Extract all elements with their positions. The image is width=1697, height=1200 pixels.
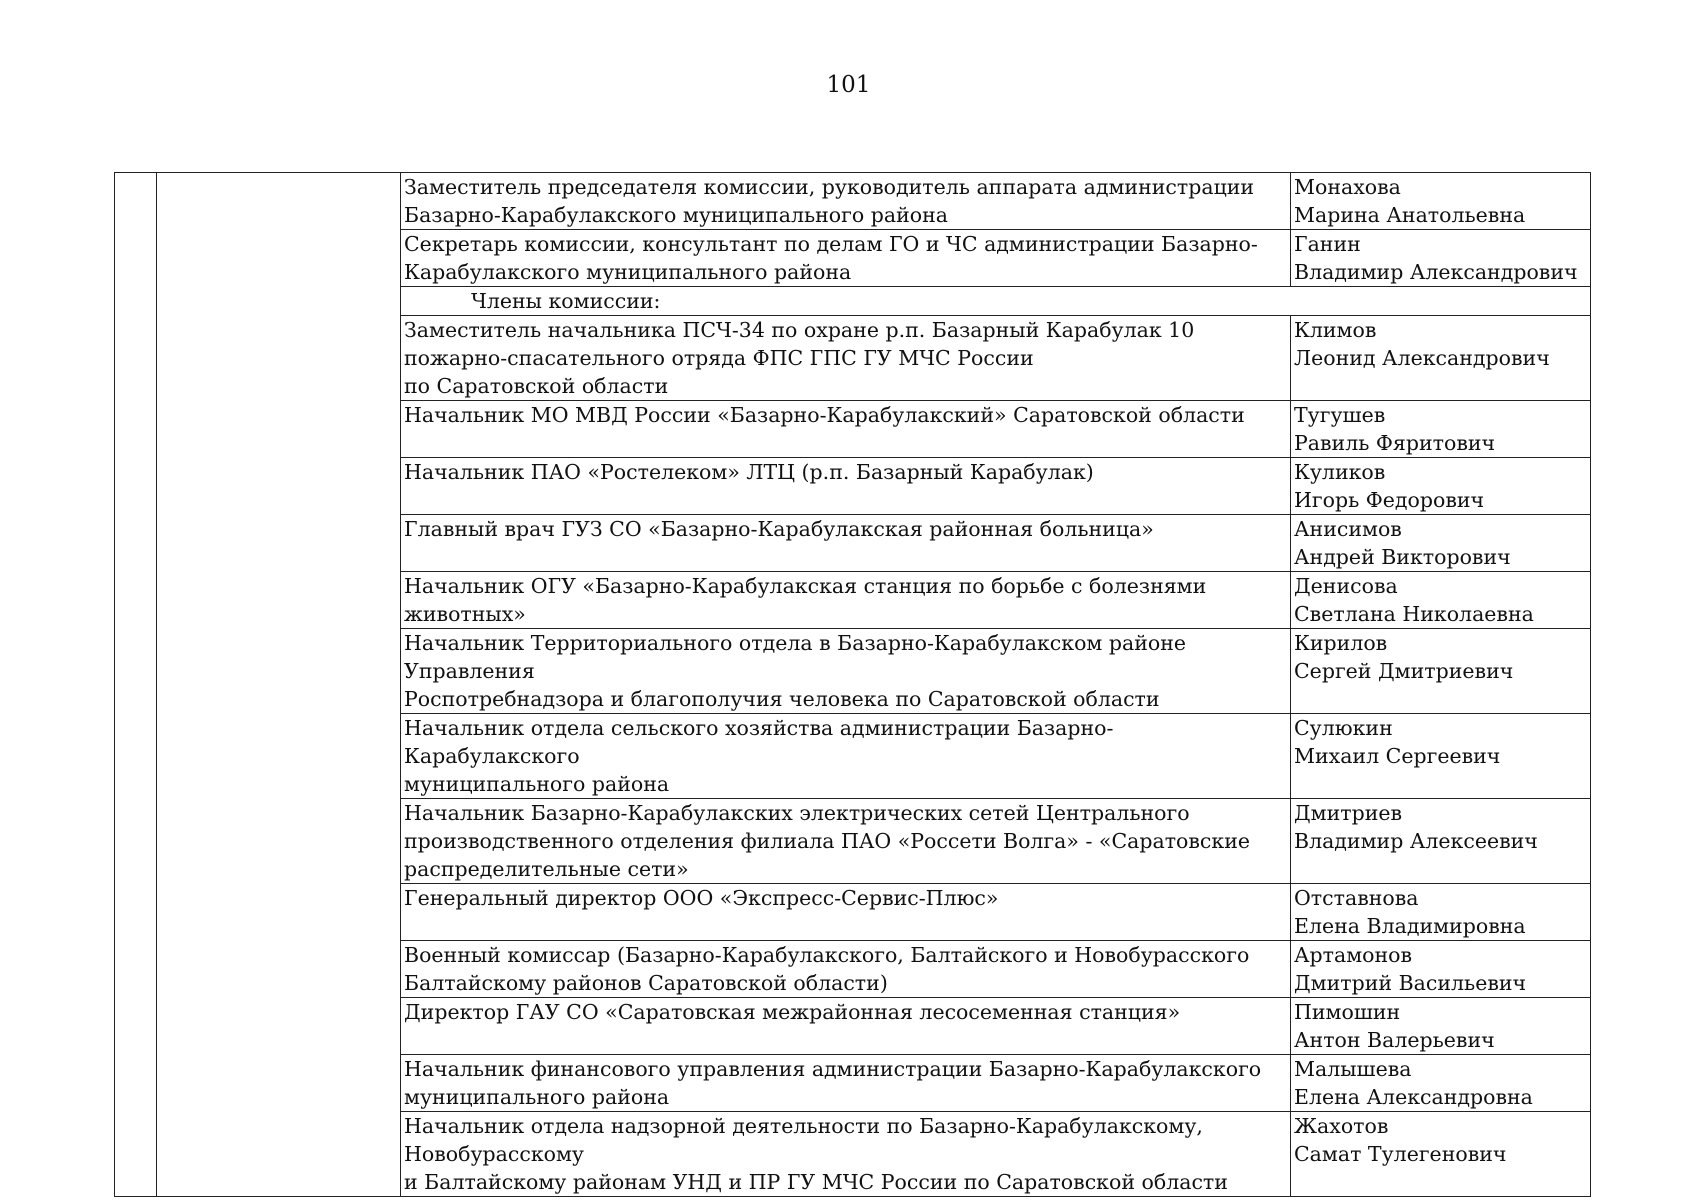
position-cell: Заместитель председателя комиссии, руководитель аппарата администрации Базарно-Карабулакского муниципального района: [401, 173, 1291, 230]
event-cell: [157, 515, 401, 572]
table-row: [115, 515, 1591, 572]
position-cell: Начальник ПАО «Ростелеком» ЛТЦ (р.п. Базарный Карабулак): [401, 458, 1291, 515]
name-cell: Артамонов Дмитрий Васильевич: [1291, 941, 1591, 998]
position-cell: Начальник Базарно-Карабулакских электрических сетей Центрального производственного отделения филиала ПАО «Россети Волга» - «Саратовские распределительные сети»: [401, 799, 1291, 884]
event-cell: [157, 629, 401, 714]
event-cell: [157, 173, 401, 230]
number-cell: [115, 401, 157, 458]
table-row: [115, 173, 1591, 230]
event-cell: [157, 572, 401, 629]
event-cell: [157, 401, 401, 458]
name-cell: Малышева Елена Александровна: [1291, 1055, 1591, 1112]
number-cell: [115, 287, 157, 316]
name-cell: Кирилов Сергей Дмитриевич: [1291, 629, 1591, 714]
position-cell: Начальник финансового управления администрации Базарно-Карабулакского муниципального района: [401, 1055, 1291, 1112]
event-cell: [157, 458, 401, 515]
name-cell: Тугушев Равиль Фяритович: [1291, 401, 1591, 458]
name-cell: Денисова Светлана Николаевна: [1291, 572, 1591, 629]
table-row: [115, 941, 1591, 998]
table-row: [115, 998, 1591, 1055]
position-cell: Начальник ОГУ «Базарно-Карабулакская станция по борьбе с болезнями животных»: [401, 572, 1291, 629]
event-cell: [157, 714, 401, 799]
name-cell: Куликов Игорь Федорович: [1291, 458, 1591, 515]
table-row: [115, 316, 1591, 401]
name-cell: Ганин Владимир Александрович: [1291, 230, 1591, 287]
position-cell: Генеральный директор ООО «Экспресс-Сервис-Плюс»: [401, 884, 1291, 941]
name-cell: Жахотов Самат Тулегенович: [1291, 1112, 1591, 1197]
position-cell: Начальник Территориального отдела в Базарно-Карабулакском районе Управления Роспотребнадзора и благополучия человека по Саратовской области: [401, 629, 1291, 714]
position-cell: Начальник отдела сельского хозяйства администрации Базарно-Карабулакского муниципального района: [401, 714, 1291, 799]
table-row: [115, 629, 1591, 714]
name-cell: Монахова Марина Анатольевна: [1291, 173, 1591, 230]
number-cell: [115, 173, 157, 230]
number-cell: [115, 998, 157, 1055]
table-row: [115, 230, 1591, 287]
number-cell: [115, 515, 157, 572]
event-cell: [157, 316, 401, 401]
event-cell: [157, 998, 401, 1055]
table-row: [115, 572, 1591, 629]
position-cell: Военный комиссар (Базарно-Карабулакского, Балтайского и Новобурасского Балтайскому районов Саратовской области): [401, 941, 1291, 998]
table-row: [115, 799, 1591, 884]
members-subheader: Члены комиссии:: [401, 287, 1591, 316]
number-cell: [115, 1112, 157, 1197]
event-cell: [157, 287, 401, 316]
name-cell: Сулюкин Михаил Сергеевич: [1291, 714, 1591, 799]
event-cell: [157, 1055, 401, 1112]
number-cell: [115, 714, 157, 799]
event-cell: [157, 884, 401, 941]
name-cell: Отставнова Елена Владимировна: [1291, 884, 1591, 941]
number-cell: [115, 941, 157, 998]
number-cell: [115, 1055, 157, 1112]
number-cell: [115, 316, 157, 401]
table-row: [115, 714, 1591, 799]
number-cell: [115, 572, 157, 629]
position-cell: Директор ГАУ СО «Саратовская межрайонная лесосеменная станция»: [401, 998, 1291, 1055]
number-cell: [115, 458, 157, 515]
commission-members-table: [114, 172, 1591, 1197]
position-cell: Секретарь комиссии, консультант по делам ГО и ЧС администрации Базарно- Карабулакского муниципального района: [401, 230, 1291, 287]
event-cell: [157, 941, 401, 998]
table-subheader-row: [115, 287, 1591, 316]
table-row: [115, 401, 1591, 458]
table-row: [115, 1055, 1591, 1112]
name-cell: Пимошин Антон Валерьевич: [1291, 998, 1591, 1055]
position-cell: Заместитель начальника ПСЧ-34 по охране р.п. Базарный Карабулак 10 пожарно-спасательного отряда ФПС ГПС ГУ МЧС России по Саратовской области: [401, 316, 1291, 401]
event-cell: [157, 799, 401, 884]
event-cell: [157, 1112, 401, 1197]
name-cell: Климов Леонид Александрович: [1291, 316, 1591, 401]
page-number: 101: [826, 72, 871, 98]
number-cell: [115, 629, 157, 714]
position-cell: Начальник отдела надзорной деятельности по Базарно-Карабулакскому, Новобурасскому и Балтайскому районам УНД и ПР ГУ МЧС России по Саратовской области: [401, 1112, 1291, 1197]
event-cell: [157, 230, 401, 287]
name-cell: Анисимов Андрей Викторович: [1291, 515, 1591, 572]
position-cell: Начальник МО МВД России «Базарно-Карабулакский» Саратовской области: [401, 401, 1291, 458]
number-cell: [115, 799, 157, 884]
name-cell: Дмитриев Владимир Алексеевич: [1291, 799, 1591, 884]
table-row: [115, 458, 1591, 515]
table-row: [115, 1112, 1591, 1197]
number-cell: [115, 884, 157, 941]
table-row: [115, 884, 1591, 941]
position-cell: Главный врач ГУЗ СО «Базарно-Карабулакская районная больница»: [401, 515, 1291, 572]
number-cell: [115, 230, 157, 287]
